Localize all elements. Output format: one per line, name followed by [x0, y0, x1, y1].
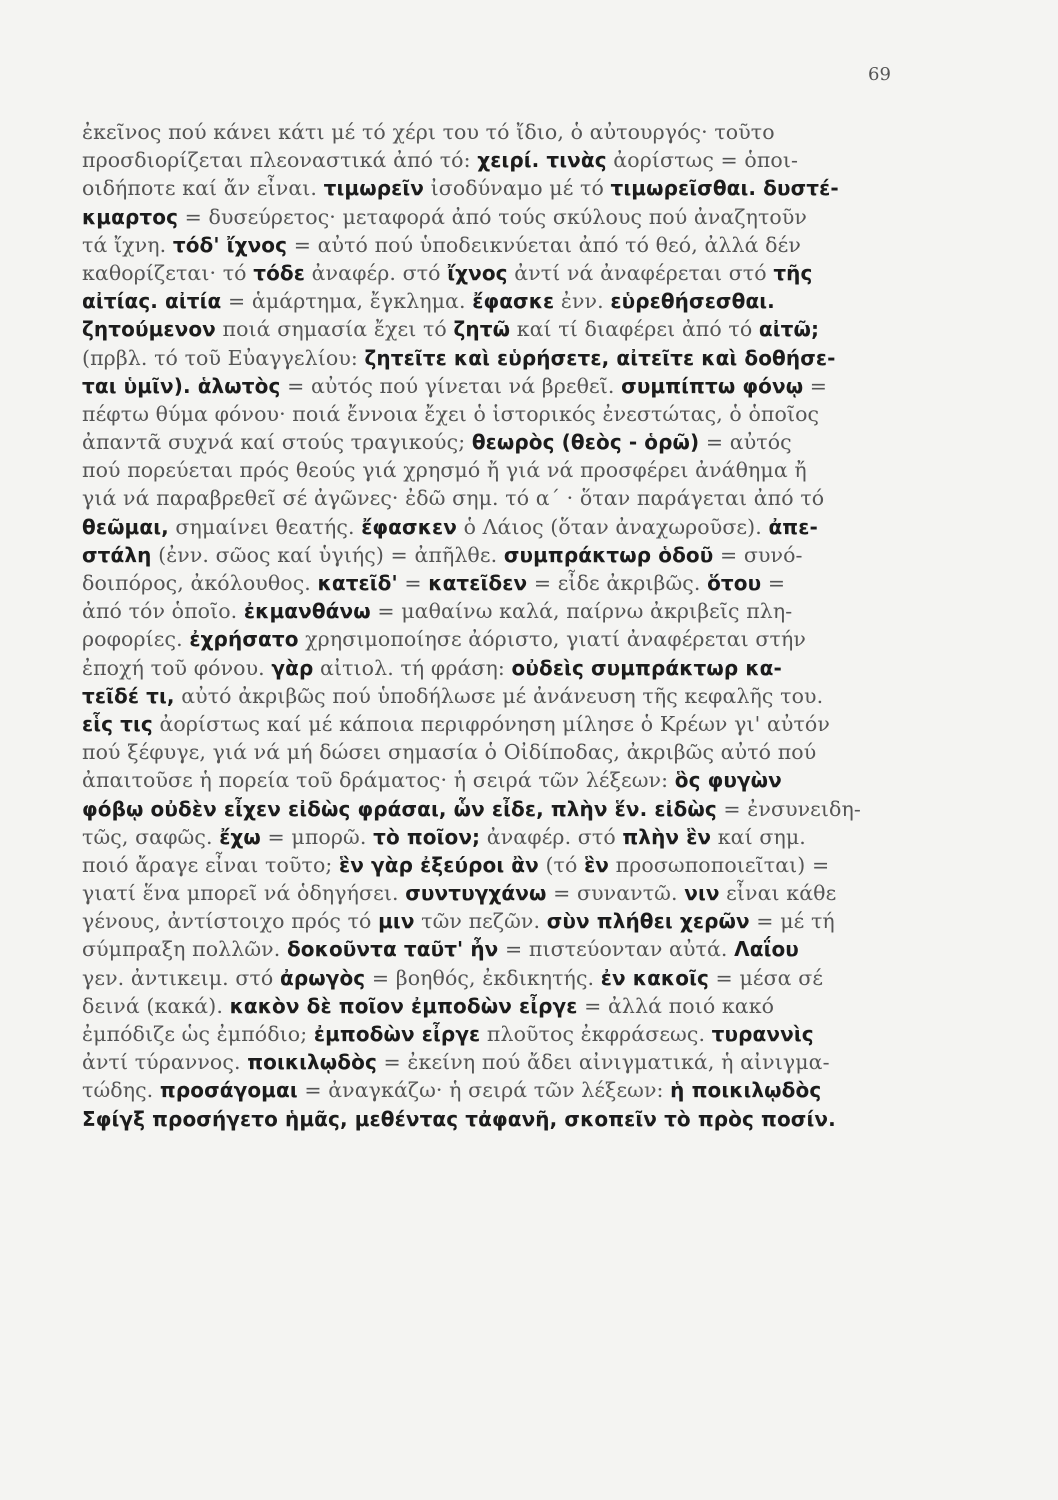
- term-bold: τεῖδέ τι,: [82, 683, 175, 708]
- text-line: [82, 372, 912, 400]
- text-line: [82, 851, 912, 879]
- gloss-text: ἀναφέρ. στό: [480, 824, 623, 849]
- text-line: [82, 935, 912, 963]
- gloss-text: (τό: [538, 852, 585, 877]
- gloss-text: = συνό-: [713, 542, 803, 567]
- gloss-text: ἀπαιτοῦσε ἡ πορεία τοῦ δράματος· ἡ σειρά τῶν λέξεων:: [82, 768, 675, 793]
- gloss-text: = βοηθός, ἐκδικητής.: [365, 965, 601, 990]
- term-bold: ἡ ποικιλῳδὸς: [670, 1078, 822, 1103]
- gloss-text: καί τί διαφέρει ἀπό τό: [510, 317, 759, 342]
- term-bold: εὑρεθήσεσθαι.: [610, 289, 775, 314]
- gloss-text: ἀναφέρ. στό: [305, 260, 448, 285]
- gloss-text: αἰτιολ. τή φράση:: [313, 655, 512, 680]
- gloss-text: προσδιορίζεται πλεοναστικά ἀπό τό:: [82, 148, 478, 173]
- text-line: [82, 682, 912, 710]
- gloss-text: = αὐτό πού ὑποδεικνύεται ἀπό τό θεό, ἀλλά δέν: [287, 232, 801, 257]
- gloss-text: = συναντῶ.: [546, 881, 685, 906]
- text-line: [82, 1020, 912, 1048]
- text-line: [82, 287, 912, 315]
- text-line: [82, 118, 912, 146]
- gloss-text: = ἀναγκάζω· ἡ σειρά τῶν λέξεων:: [297, 1078, 671, 1103]
- term-bold: συμπίπτω φόνῳ: [621, 373, 804, 398]
- gloss-text: πλοῦτος ἐκφράσεως.: [480, 1022, 712, 1046]
- gloss-text: = ἁμάρτημα, ἔγκλημα.: [221, 289, 473, 314]
- gloss-text: = ἐνσυνειδη-: [716, 796, 861, 821]
- term-bold: τυραννὶς: [711, 1022, 814, 1046]
- text-line: [82, 456, 912, 484]
- term-bold: Λαΐου: [734, 937, 799, 962]
- term-bold: τόδ' ἴχνος: [172, 232, 288, 257]
- text-line: [82, 1105, 912, 1133]
- gloss-text: καί σημ.: [711, 824, 806, 849]
- gloss-text: τά ἴχνη.: [82, 232, 173, 257]
- text-line: [82, 344, 912, 372]
- gloss-text: προσωποποιεῖται) =: [609, 852, 830, 877]
- text-line: [82, 654, 912, 682]
- term-bold: ἓν: [584, 852, 610, 877]
- term-bold: ἔφασκε: [472, 289, 555, 314]
- gloss-text: ἰσοδύναμο μέ τό: [424, 176, 611, 201]
- gloss-text: ἐνν.: [554, 289, 611, 314]
- term-bold: μιν: [378, 909, 415, 934]
- term-bold: κακὸν δὲ ποῖον ἐμποδὼν εἶργε: [229, 993, 578, 1018]
- term-bold: ὃς φυγὼν: [674, 768, 782, 793]
- term-bold: τόδε: [253, 260, 305, 285]
- gloss-text: γιά νά παραβρεθεῖ σέ ἀγῶνες· ἐδῶ σημ. τό α΄ · ὅταν παράγεται ἀπό τό: [82, 486, 825, 511]
- term-bold: αἰτίας. αἰτία: [82, 289, 222, 314]
- text-line: [82, 625, 912, 653]
- term-bold: νιν: [684, 881, 720, 906]
- term-bold: αἰτῶ;: [758, 317, 820, 342]
- term-bold: γὰρ: [271, 655, 314, 680]
- gloss-text: πού πορεύεται πρός θεούς γιά χρησμό ἤ γιά νά προσφέρει ἀνάθημα ἤ: [82, 458, 807, 483]
- term-bold: ἓν γὰρ ἐξεύροι ἂν: [339, 852, 539, 877]
- gloss-text: ἀντί τύραννος.: [82, 1050, 248, 1075]
- gloss-text: ἐκεῖνος πού κάνει κάτι μέ τό χέρι του τό ἴδιο, ὁ αὐτουργός· τοῦτο: [82, 120, 775, 144]
- term-bold: θεωρὸς (θεὸς - ὁρῶ): [471, 430, 700, 455]
- term-bold: στάλη: [82, 542, 152, 567]
- text-line: [82, 146, 912, 174]
- term-bold: ζητῶ: [453, 317, 511, 342]
- gloss-text: = ἐκείνη πού ἄδει αἰνιγματικά, ἡ αἰνιγμα-: [376, 1050, 830, 1075]
- gloss-text: τῶς, σαφῶς.: [82, 824, 220, 849]
- gloss-text: γεν. ἀντικειμ. στό: [82, 965, 280, 990]
- gloss-text: δεινά (κακά).: [82, 993, 230, 1018]
- term-bold: θεῶμαι,: [82, 514, 169, 539]
- text-line: [82, 992, 912, 1020]
- gloss-text: = μέσα σέ: [708, 965, 824, 990]
- gloss-text: ἀορίστως = ὁποι-: [606, 148, 799, 173]
- gloss-text: τώδης.: [82, 1078, 160, 1103]
- gloss-text: ἀντί νά ἀναφέρεται στό: [507, 260, 774, 285]
- text-line: [82, 1076, 912, 1104]
- text-line: [82, 428, 912, 456]
- text-line: [82, 766, 912, 794]
- gloss-text: =: [761, 571, 786, 595]
- gloss-text: =: [803, 373, 828, 398]
- gloss-text: = πιστεύονταν αὐτά.: [498, 937, 735, 962]
- term-bold: ἔχω: [219, 824, 261, 849]
- text-line: [82, 231, 912, 259]
- term-bold: ποικιλῳδὸς: [247, 1050, 377, 1075]
- gloss-text: = αὐτός: [699, 430, 792, 455]
- text-line: [82, 315, 912, 343]
- gloss-text: τῶν πεζῶν.: [414, 909, 547, 934]
- gloss-text: = εἶδε ἀκριβῶς.: [527, 571, 708, 595]
- text-line: [82, 907, 912, 935]
- gloss-text: καθορίζεται· τό: [82, 260, 254, 285]
- gloss-text: δοιπόρος, ἀκόλουθος.: [82, 571, 318, 595]
- term-bold: προσάγομαι: [159, 1078, 298, 1103]
- term-bold: κατεῖδ': [317, 571, 398, 595]
- gloss-text: (πρβλ. τό τοῦ Εὐαγγελίου:: [82, 345, 365, 370]
- gloss-text: ὁ Λάιος (ὅταν ἀναχωροῦσε).: [456, 514, 769, 539]
- commentary-text: [82, 118, 912, 1133]
- term-bold: οὐδεὶς συμπράκτωρ κα-: [511, 655, 782, 680]
- term-bold: κατεῖδεν: [428, 571, 528, 595]
- text-line: [82, 259, 912, 287]
- term-bold: τῆς: [773, 260, 813, 285]
- term-bold: ἐκμανθάνω: [243, 599, 371, 624]
- term-bold: ὅτου: [707, 571, 762, 595]
- term-bold: φόβῳ οὐδὲν εἶχεν εἰδὼς φράσαι, ὧν εἶδε, πλὴν ἕν. εἰδὼς: [82, 796, 717, 821]
- text-line: [82, 569, 912, 597]
- text-line: [82, 738, 912, 766]
- term-bold: ἀπε-: [768, 514, 818, 539]
- term-bold: πλὴν ἓν: [622, 824, 712, 849]
- gloss-text: =: [397, 571, 429, 595]
- term-bold: ἐχρήσατο: [189, 627, 299, 652]
- term-bold: σὺν πλήθει χερῶν: [546, 909, 750, 934]
- gloss-text: εἶναι κάθε: [719, 881, 837, 906]
- gloss-text: σύμπραξη πολλῶν.: [82, 937, 287, 962]
- text-line: [82, 203, 912, 231]
- gloss-text: (ἐνν. σῶος καί ὑγιής) = ἀπῆλθε.: [151, 542, 504, 567]
- gloss-text: χρησιμοποίησε ἀόριστο, γιατί ἀναφέρεται στήν: [298, 627, 806, 652]
- term-bold: χειρί. τινὰς: [477, 148, 607, 173]
- text-line: [82, 964, 912, 992]
- text-line: [82, 484, 912, 512]
- gloss-text: ποιό ἄραγε εἶναι τοῦτο;: [82, 852, 340, 877]
- gloss-text: = δυσεύρετος· μεταφορά ἀπό τούς σκύλους πού ἀναζητοῦν: [178, 204, 807, 229]
- term-bold: εἷς τις: [82, 711, 153, 736]
- term-bold: συμπράκτωρ ὁδοῦ: [503, 542, 714, 567]
- gloss-text: ἀορίστως καί μέ κάποια περιφρόνηση μίλησε ὁ Κρέων γι' αὐτόν: [152, 711, 830, 736]
- text-line: [82, 174, 912, 202]
- term-bold: ἴχνος: [447, 260, 508, 285]
- page-number: 69: [868, 64, 891, 85]
- term-bold: Σφίγξ προσήγετο ἡμᾶς, μεθέντας τἀφανῆ, σκοπεῖν τὸ πρὸς ποσίν.: [82, 1106, 836, 1131]
- gloss-text: πέφτω θύμα φόνου· ποιά ἔννοια ἔχει ὁ ἱστορικός ἐνεστώτας, ὁ ὁποῖος: [82, 401, 820, 426]
- text-line: [82, 823, 912, 851]
- gloss-text: ἀπαντᾶ συχνά καί στούς τραγικούς;: [82, 430, 472, 455]
- text-line: [82, 710, 912, 738]
- term-bold: ται ὑμῖν). ἁλωτὸς: [82, 373, 281, 398]
- gloss-text: πού ξέφυγε, γιά νά μή δώσει σημασία ὁ Οἰδίποδας, ἀκριβῶς αὐτό πού: [82, 740, 817, 765]
- gloss-text: ἐποχή τοῦ φόνου.: [82, 655, 272, 680]
- term-bold: τὸ ποῖον;: [373, 824, 481, 849]
- gloss-text: = μέ τή: [749, 909, 835, 934]
- term-bold: ἐμποδὼν εἶργε: [313, 1022, 481, 1046]
- gloss-text: = αὐτός πού γίνεται νά βρεθεῖ.: [280, 373, 622, 398]
- term-bold: ἔφασκεν: [361, 514, 457, 539]
- gloss-text: = μπορῶ.: [260, 824, 374, 849]
- gloss-text: οιδήποτε καί ἄν εἶναι.: [82, 176, 324, 201]
- gloss-text: ποιά σημασία ἔχει τό: [215, 317, 454, 342]
- text-line: [82, 400, 912, 428]
- text-line: [82, 1048, 912, 1076]
- gloss-text: = μαθαίνω καλά, παίρνω ἀκριβεῖς πλη-: [370, 599, 793, 624]
- gloss-text: ἐμπόδιζε ὡς ἐμπόδιο;: [82, 1022, 314, 1046]
- text-line: [82, 541, 912, 569]
- gloss-text: αὐτό ἀκριβῶς πού ὑποδήλωσε μέ ἀνάνευση τῆς κεφαλῆς του.: [174, 683, 824, 708]
- term-bold: τιμωρεῖν: [323, 176, 424, 201]
- term-bold: ἀρωγὸς: [279, 965, 366, 990]
- term-bold: ζητεῖτε καὶ εὑρήσετε, αἰτεῖτε καὶ δοθήσε-: [364, 345, 836, 370]
- text-line: [82, 879, 912, 907]
- text-line: [82, 513, 912, 541]
- term-bold: συντυγχάνω: [405, 881, 547, 906]
- term-bold: δοκοῦντα ταῦτ' ἦν: [286, 937, 499, 962]
- gloss-text: σημαίνει θεατής.: [168, 514, 362, 539]
- text-line: [82, 597, 912, 625]
- gloss-text: = ἀλλά ποιό κακό: [577, 993, 775, 1018]
- term-bold: κμαρτος: [82, 204, 179, 229]
- term-bold: ζητούμενον: [82, 317, 216, 342]
- gloss-text: ροφορίες.: [82, 627, 190, 652]
- gloss-text: γιατί ἕνα μπορεῖ νά ὁδηγήσει.: [82, 881, 406, 906]
- term-bold: ἐν κακοῖς: [600, 965, 709, 990]
- gloss-text: γένους, ἀντίστοιχο πρός τό: [82, 909, 379, 934]
- gloss-text: ἀπό τόν ὁποῖο.: [82, 599, 244, 624]
- term-bold: τιμωρεῖσθαι. δυστέ-: [610, 176, 839, 201]
- text-line: [82, 795, 912, 823]
